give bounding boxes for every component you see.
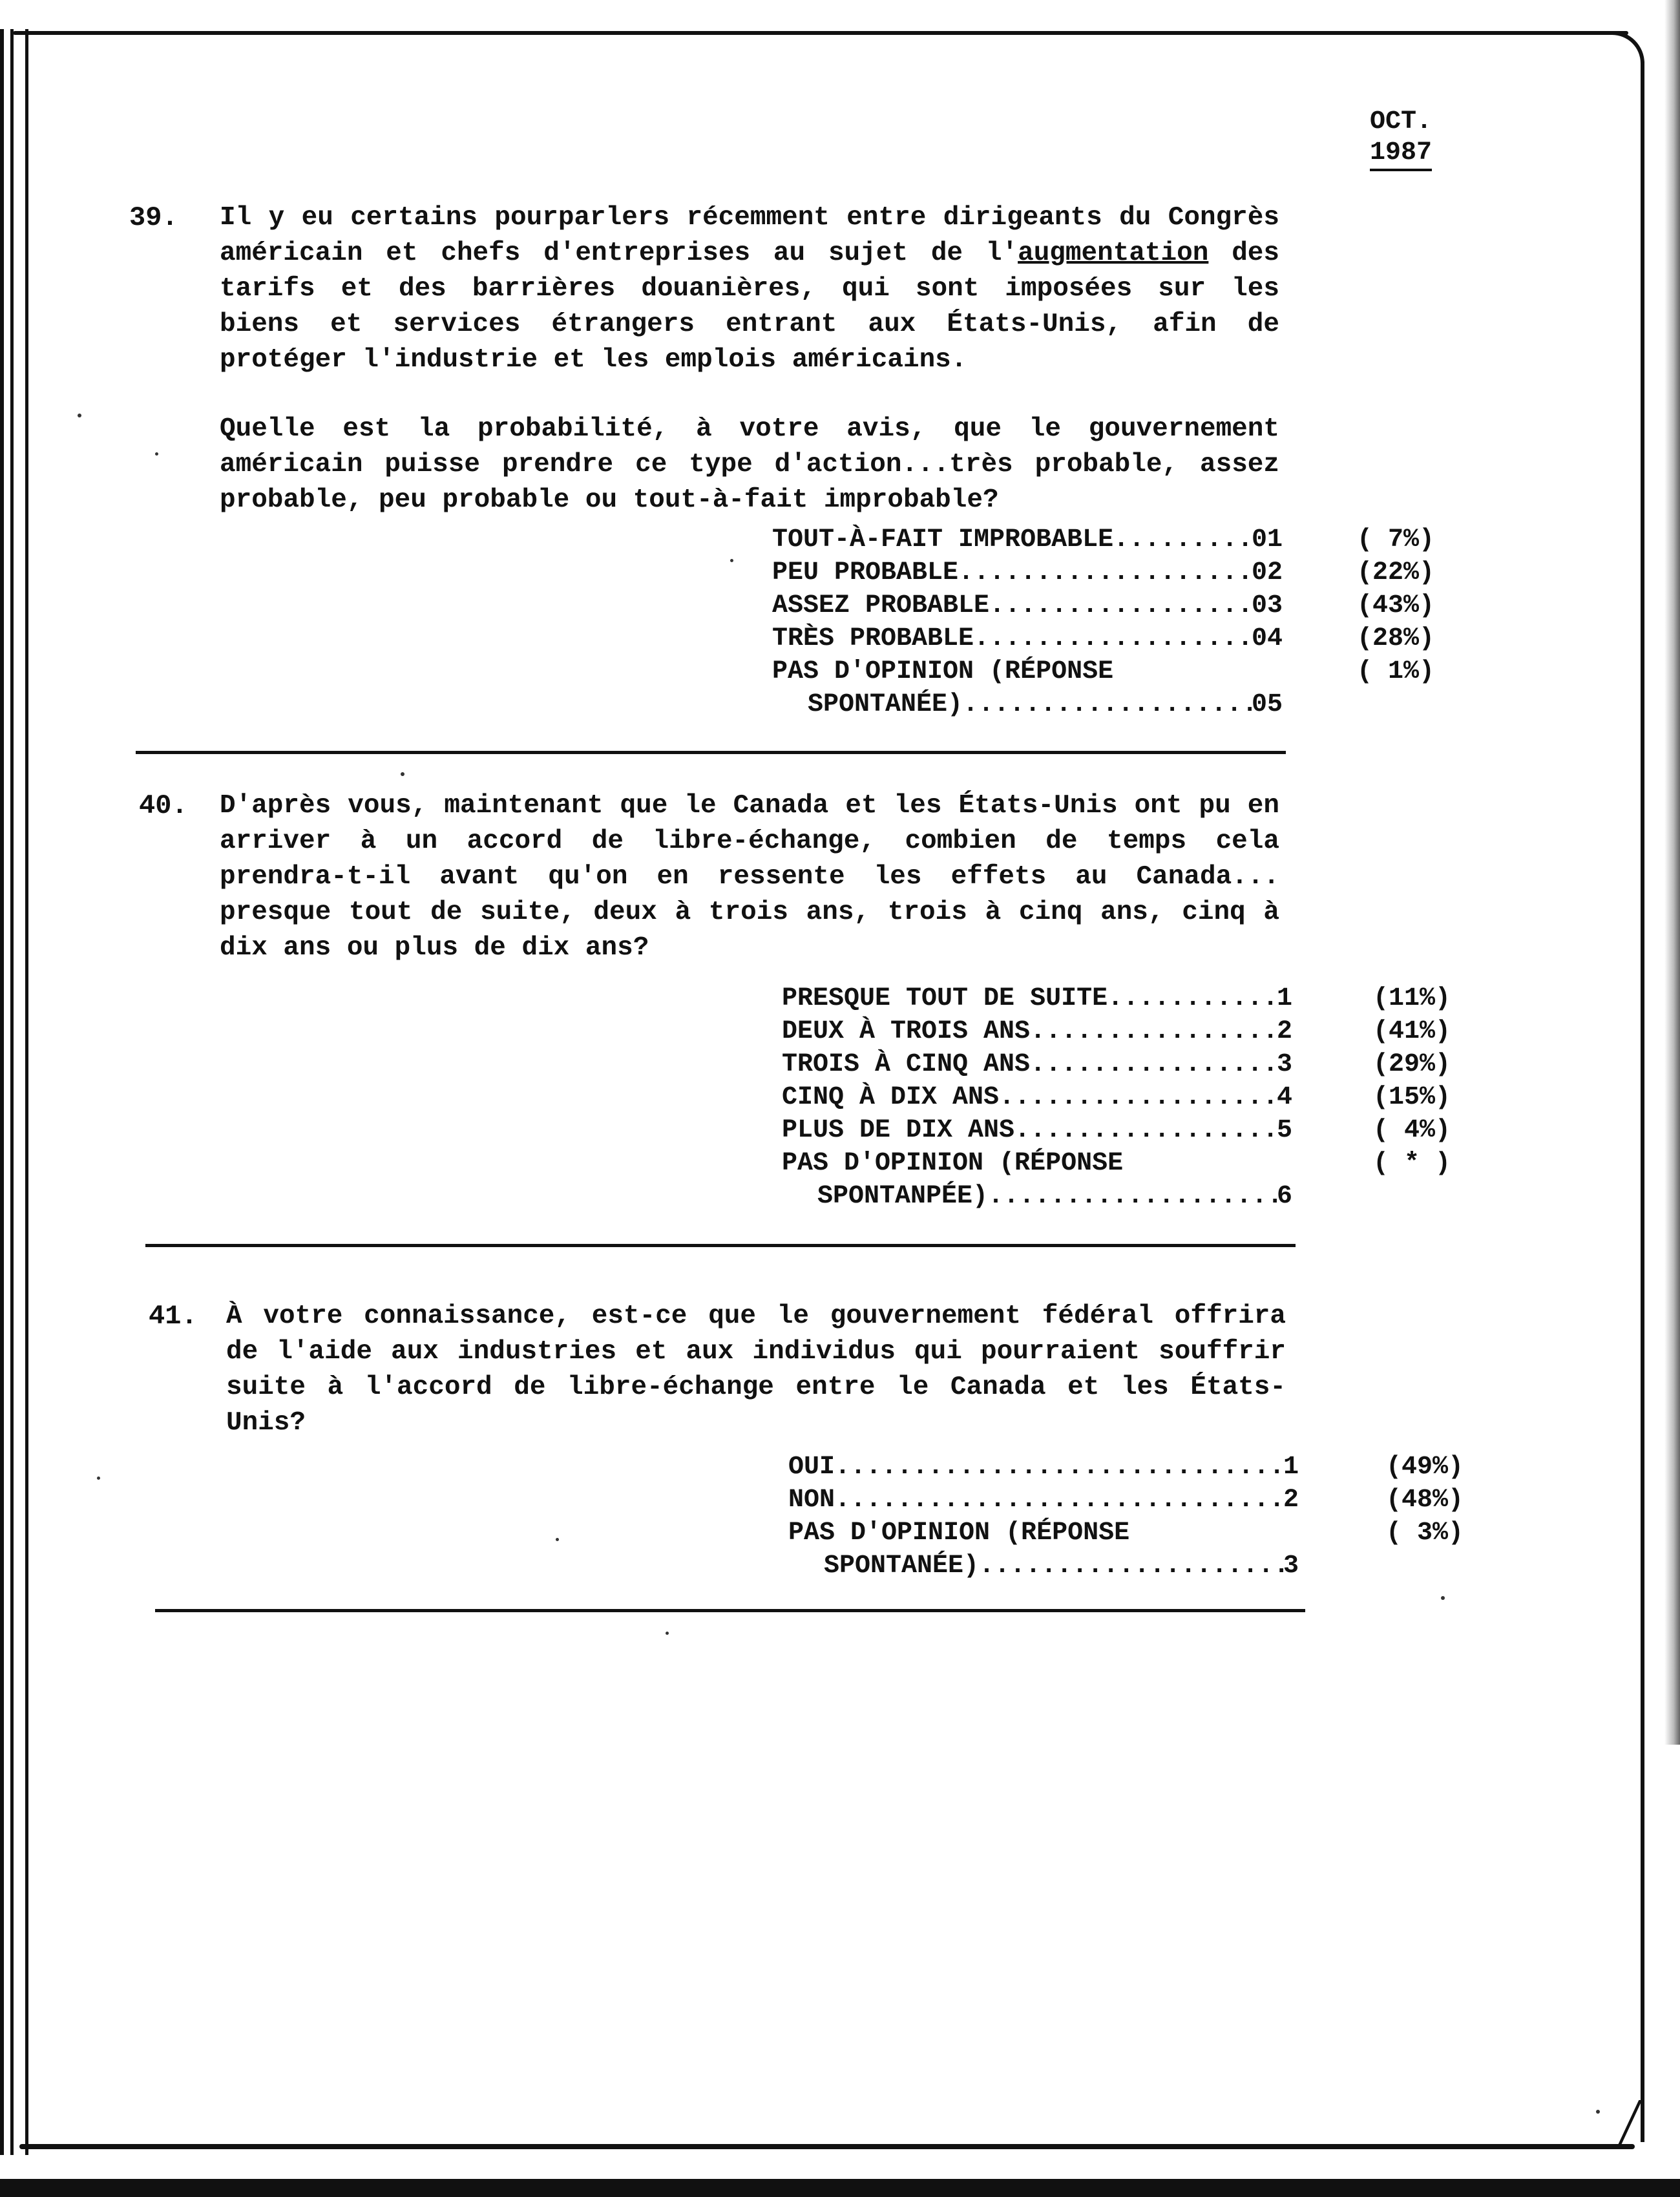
option-percent: ( 1%): [1357, 657, 1435, 686]
option-percent: (22%): [1357, 558, 1435, 587]
scan-shadow: [1664, 0, 1680, 1745]
answer-options-40: [782, 982, 1292, 1213]
leader-dots: [963, 688, 1252, 721]
option-label: CINQ À DIX ANS: [782, 1083, 1000, 1112]
underlined-word: augmentation: [1018, 238, 1209, 268]
option-label: PAS D'OPINION (RÉPONSE: [788, 1519, 1130, 1548]
leader-dots: [999, 1081, 1277, 1114]
option-code: 1: [1276, 984, 1292, 1013]
answer-option: [772, 655, 1283, 688]
option-label: TRÈS PROBABLE: [772, 624, 974, 653]
option-label: NON: [788, 1486, 835, 1515]
option-label: SPONTANÉE): [824, 1551, 980, 1581]
option-code: 03: [1251, 591, 1283, 620]
leader-dots: [989, 589, 1252, 622]
pen-mark: [1599, 2100, 1643, 2145]
option-label: TOUT-À-FAIT IMPROBABLE: [772, 525, 1114, 554]
scan-speck: [1441, 1596, 1445, 1600]
option-code: 04: [1251, 624, 1283, 653]
answer-options-39: [772, 523, 1283, 721]
leader-dots: [835, 1451, 1283, 1484]
section-divider: [145, 1244, 1296, 1247]
answer-option: [772, 556, 1283, 589]
scan-speck: [401, 772, 404, 776]
question-number: 40.: [139, 790, 188, 821]
answer-option: [772, 622, 1283, 655]
section-divider: [155, 1609, 1305, 1612]
leader-dots: [974, 622, 1252, 655]
leader-dots: [1030, 1048, 1277, 1081]
scan-speck: [556, 1538, 559, 1541]
page-top-edge: [13, 31, 1628, 35]
option-percent: (49%): [1386, 1453, 1464, 1482]
leader-dots: [1014, 1114, 1277, 1147]
answer-option: [782, 1114, 1292, 1147]
option-label: PLUS DE DIX ANS: [782, 1116, 1015, 1145]
survey-year: 1987: [1370, 138, 1432, 171]
option-code: 4: [1276, 1083, 1292, 1112]
leader-dots: [979, 1550, 1283, 1582]
option-label: DEUX À TROIS ANS: [782, 1017, 1031, 1046]
answer-option: [782, 1081, 1292, 1114]
option-percent: (11%): [1373, 984, 1451, 1013]
leader-dots: [988, 1180, 1277, 1213]
option-percent: ( * ): [1373, 1149, 1451, 1178]
scan-speck: [730, 559, 733, 562]
question-text: [220, 200, 1279, 518]
option-percent: (28%): [1357, 624, 1435, 653]
answer-option: [782, 982, 1292, 1015]
option-percent: ( 3%): [1386, 1519, 1464, 1548]
answer-option: [782, 1015, 1292, 1048]
option-label: SPONTANPÉE): [817, 1182, 989, 1211]
question-intro: Il y eu certains pourparlers récemment entre dirigeants du Congrès américain et chefs d'entreprises au sujet de l': [220, 203, 1279, 268]
scan-speck: [666, 1632, 669, 1635]
option-label: PAS D'OPINION (RÉPONSE: [782, 1149, 1124, 1178]
option-code: 3: [1276, 1050, 1292, 1079]
option-label: TROIS À CINQ ANS: [782, 1050, 1031, 1079]
answer-option: [782, 1147, 1292, 1180]
answer-options-41: [788, 1451, 1299, 1582]
question-intro-end: des tarifs et des barrières douanières, qui sont imposées sur les biens et services étrangers entrant aux États-Unis, afin de protéger l'industrie et les emplois américains.: [220, 238, 1280, 375]
option-percent: ( 7%): [1357, 525, 1435, 554]
question-39: [129, 200, 1305, 552]
question-prompt: À votre connaissance, est-ce que le gouvernement fédéral offrira de l'aide aux industries et aux individus qui pourraient souffrir suite à l'accord de libre-échange entre le Canada et les États-Unis?: [226, 1301, 1286, 1438]
page-corner-edge: [1606, 31, 1644, 70]
option-code: 01: [1251, 525, 1283, 554]
answer-option: [782, 1180, 1292, 1213]
answer-option: [788, 1517, 1299, 1550]
leader-dots: [835, 1484, 1283, 1517]
option-label: ASSEZ PROBABLE: [772, 591, 990, 620]
option-percent: ( 4%): [1373, 1116, 1451, 1145]
question-41: [145, 1299, 1321, 1475]
answer-option: [772, 589, 1283, 622]
option-code: 2: [1283, 1486, 1299, 1515]
answer-option: [788, 1484, 1299, 1517]
option-code: 2: [1276, 1017, 1292, 1046]
survey-month: OCT.: [1370, 107, 1433, 136]
page-bottom-edge: [19, 2144, 1635, 2149]
option-percent: (43%): [1357, 591, 1435, 620]
scan-bottom-band: [0, 2179, 1680, 2197]
answer-option: [788, 1550, 1299, 1582]
option-code: 3: [1283, 1551, 1299, 1581]
answer-option: [782, 1048, 1292, 1081]
option-code: 05: [1251, 690, 1283, 719]
option-code: 1: [1283, 1453, 1299, 1482]
option-code: 5: [1276, 1116, 1292, 1145]
scan-speck: [78, 414, 81, 417]
page-right-edge: [1641, 61, 1644, 2142]
option-code: 02: [1251, 558, 1283, 587]
binder-edge: [0, 29, 28, 2155]
question-text: [226, 1299, 1286, 1441]
option-label: SPONTANÉE): [808, 690, 963, 719]
answer-option: [788, 1451, 1299, 1484]
option-code: 6: [1276, 1182, 1292, 1211]
option-percent: (41%): [1373, 1017, 1451, 1046]
question-prompt: D'après vous, maintenant que le Canada et les États-Unis ont pu en arriver à un accord de libre-échange, combien de temps cela prendra-t-il avant qu'on en ressente les effets au Canada... presque tout de suite, deux à trois ans, trois à cinq ans, cinq à dix ans ou plus de dix ans?: [220, 791, 1279, 963]
option-label: PEU PROBABLE: [772, 558, 959, 587]
option-percent: (48%): [1386, 1486, 1464, 1515]
answer-option: [772, 688, 1283, 721]
question-40: [129, 788, 1305, 1000]
survey-date: [1370, 107, 1432, 171]
leader-dots: [958, 556, 1252, 589]
scan-speck: [97, 1477, 100, 1480]
answer-option: [772, 523, 1283, 556]
leader-dots: [1108, 982, 1277, 1015]
leader-dots: [1113, 523, 1252, 556]
question-number: 41.: [149, 1301, 198, 1332]
option-percent: (15%): [1373, 1083, 1451, 1112]
question-text: [220, 788, 1279, 966]
section-divider: [136, 751, 1286, 754]
question-prompt: Quelle est la probabilité, à votre avis, que le gouvernement américain puisse prendre ce type d'action...très probable, assez probable, peu probable ou tout-à-fait improbable?: [220, 414, 1279, 515]
scan-speck: [1596, 2110, 1600, 2114]
option-label: PAS D'OPINION (RÉPONSE: [772, 657, 1114, 686]
option-label: PRESQUE TOUT DE SUITE: [782, 984, 1108, 1013]
option-percent: (29%): [1373, 1050, 1451, 1079]
leader-dots: [1030, 1015, 1277, 1048]
question-number: 39.: [129, 202, 178, 233]
option-label: OUI: [788, 1453, 835, 1482]
